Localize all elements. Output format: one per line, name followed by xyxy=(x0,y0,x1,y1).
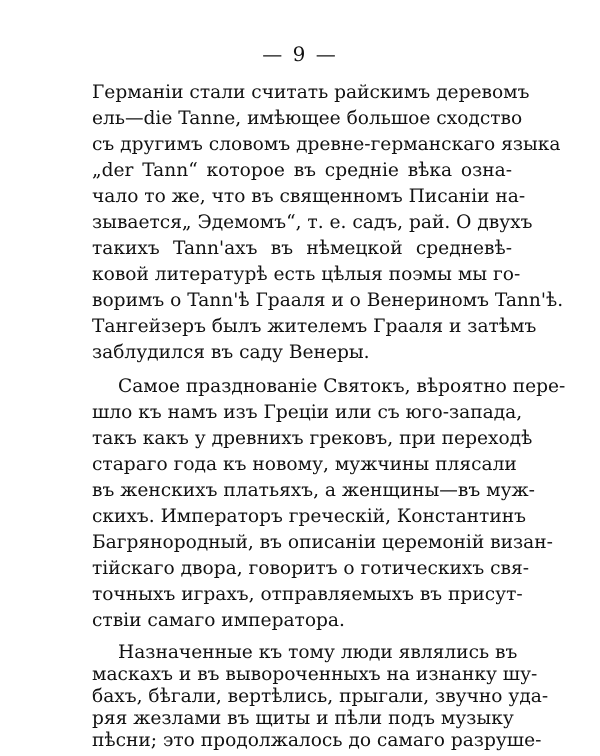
text-line: Самое празднованіе Святокъ, вѣроятно пере- xyxy=(118,376,566,397)
text-line: маскахъ и въ вывороченныхъ на изнанку шу- xyxy=(92,664,538,685)
text-line: воримъ о Tann'ѣ Грааля и о Венериномъ Tann'ѣ. xyxy=(92,290,564,311)
text-line: точныхъ играхъ, отправляемыхъ въ присут- xyxy=(92,584,523,605)
text-line: шло къ намъ изъ Греціи или съ юго-запада, xyxy=(92,402,523,423)
text-line: ковой литературѣ есть цѣлыя поэмы мы го- xyxy=(92,264,521,285)
text-line: бахъ, бѣгали, вертѣлись, прыгали, звучно уда- xyxy=(92,686,549,707)
text-line: съ другимъ словомъ древне-германскаго языка xyxy=(92,134,561,155)
text-line: ряя жезлами въ щиты и пѣли подъ музыку xyxy=(92,708,514,729)
text-line: Багрянородный, въ описаніи церемоній визан- xyxy=(92,532,553,553)
page-number: — 9 — xyxy=(262,42,338,66)
text-line: Назначенные къ тому люди являлись въ xyxy=(118,642,518,663)
text-line: Тангейзеръ былъ жителемъ Грааля и затѣмъ xyxy=(92,316,537,337)
text-line: такихъ Tann'ахъ въ нѣмецкой средневѣ- xyxy=(92,238,512,259)
text-line: ель—die Tanne, имѣющее большое сходство xyxy=(92,108,523,129)
text-line: пѣсни; это продолжалось до самаго разруше- xyxy=(92,730,542,751)
text-line: зывается„ Эдемомъ“, т. е. садъ, рай. О двухъ xyxy=(92,212,533,233)
text-line: ствіи самаго императора. xyxy=(92,610,345,631)
text-line: стараго года къ новому, мужчины плясали xyxy=(92,454,517,475)
text-line: тійскаго двора, говоритъ о готическихъ свя- xyxy=(92,558,529,579)
text-line: заблудился въ саду Венеры. xyxy=(92,342,370,363)
text-line: въ женскихъ платьяхъ, а женщины—въ муж- xyxy=(92,480,535,501)
text-line: „der Tann“ которое въ средніе вѣка озна- xyxy=(92,160,512,181)
text-line: такъ какъ у древнихъ грековъ, при переходѣ xyxy=(92,428,533,449)
text-line: скихъ. Императоръ греческій, Константинъ xyxy=(92,506,526,527)
text-line: чало то же, что въ священномъ Писаніи на- xyxy=(92,186,526,207)
text-line: Германіи стали считать райскимъ деревомъ xyxy=(92,82,530,103)
